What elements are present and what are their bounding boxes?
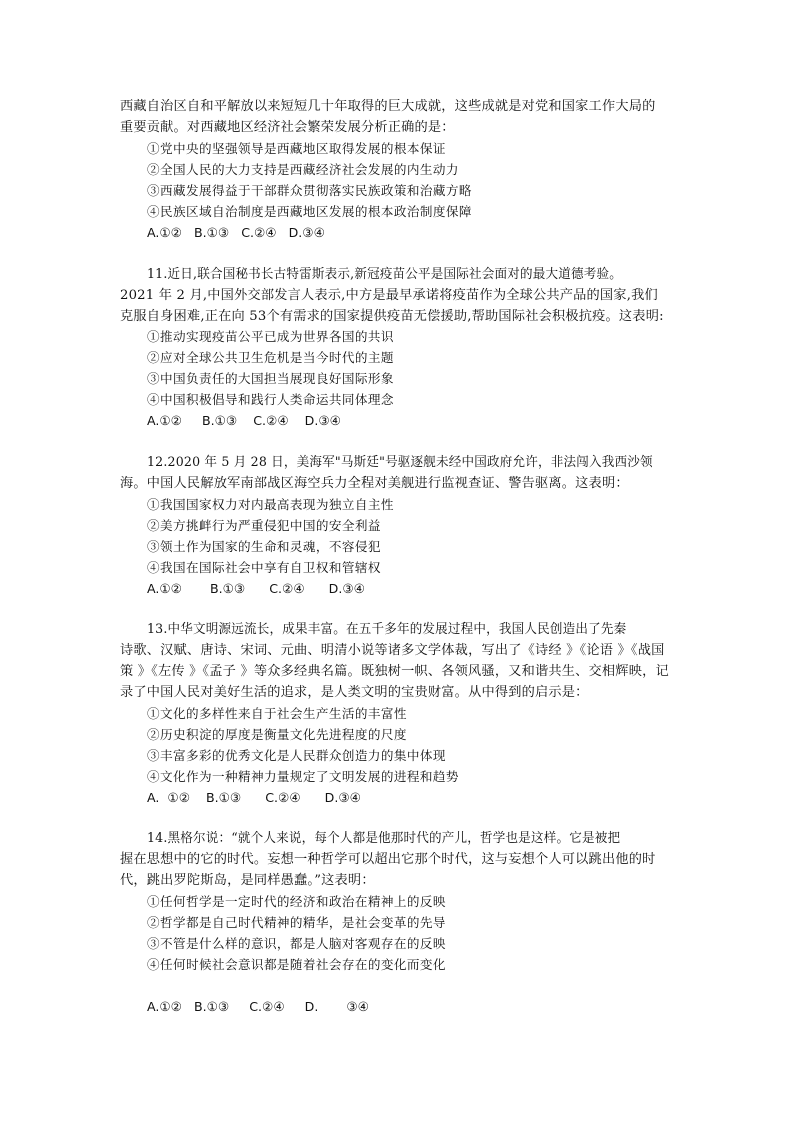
- question-14-stem-line-1: 14.黑格尔说：“就个人来说，每个人都是他那时代的产儿，哲学也是这样。它是被把: [147, 831, 621, 846]
- question-10-answer-choices: A.①② B.①③ C.②④ D.③④: [147, 225, 325, 240]
- question-12-option-2: ②美方挑衅行为严重侵犯中国的安全利益: [147, 518, 381, 533]
- question-11-option-2: ②应对全球公共卫生危机是当今时代的主题: [147, 350, 394, 365]
- question-13-stem-line-2: 诗歌、汉赋、唐诗、宋词、元曲、明清小说等诸多文学体裁，写出了《诗经 》《论语 》《战国: [120, 643, 665, 658]
- question-10-option-2: ②全国人民的大力支持是西藏经济社会发展的内生动力: [147, 162, 459, 177]
- question-14-stem-line-2: 握在思想中的它的时代。妄想一种哲学可以超出它那个时代，这与妄想个人可以跳出他的时: [120, 852, 656, 867]
- question-14-answer-choices: A.①② B.①③ C.②④ D. ③④: [147, 999, 369, 1014]
- question-12-option-4: ④我国在国际社会中享有自卫权和管辖权: [147, 560, 381, 575]
- question-11-option-1: ①推动实现疫苗公平已成为世界各国的共识: [147, 329, 394, 344]
- question-10-option-3: ③西藏发展得益于干部群众贯彻落实民族政策和治藏方略: [147, 183, 472, 198]
- question-10-stem-line-1: 西藏自治区自和平解放以来短短几十年取得的巨大成就，这些成就是对党和国家工作大局的: [120, 99, 656, 114]
- question-11-stem-line-2: 2021 年 2 月,中国外交部发言人表示,中方是最早承诺将疫苗作为全球公共产品的国家,我们: [120, 288, 658, 303]
- question-10-option-4: ④民族区域自治制度是西藏地区发展的根本政治制度保障: [147, 204, 472, 219]
- question-11-stem-line-1: 11.近日,联合国秘书长古特雷斯表示,新冠疫苗公平是国际社会面对的最大道德考验。: [147, 267, 622, 282]
- question-11-option-4: ④中国积极倡导和践行人类命运共同体理念: [147, 392, 394, 407]
- question-10-option-1: ①党中央的坚强领导是西藏地区取得发展的根本保证: [147, 141, 446, 156]
- question-13-option-2: ②历史积淀的厚度是衡量文化先进程度的尺度: [147, 727, 407, 742]
- question-12-option-1: ①我国国家权力对内最高表现为独立自主性: [147, 497, 394, 512]
- question-13-answer-choices: A. ①② B.①③ C.②④ D.③④: [147, 790, 361, 805]
- question-14-option-2: ②哲学都是自己时代精神的精华，是社会变革的先导: [147, 915, 446, 930]
- question-10-stem-line-2: 重要贡献。对西藏地区经济社会繁荣发展分析正确的是：: [120, 120, 455, 135]
- question-12-answer-choices: A.①② B.①③ C.②④ D.③④: [147, 581, 365, 596]
- question-13-stem-line-4: 录了中国人民对美好生活的追求，是人类文明的宝贵财富。从中得到的启示是：: [120, 685, 589, 700]
- question-13-stem-line-1: 13.中华文明源远流长，成果丰富。在五千多年的发展过程中，我国人民创造出了先秦: [147, 622, 627, 637]
- question-11-answer-choices: A.①② B.①③ C.②④ D.③④: [147, 413, 341, 428]
- question-14-option-1: ①任何哲学是一定时代的经济和政治在精神上的反映: [147, 894, 446, 909]
- question-14-option-4: ④任何时候社会意识都是随着社会存在的变化而变化: [147, 957, 446, 972]
- question-12-stem-line-2: 海。中国人民解放军南部战区海空兵力全程对美舰进行监视查证、警告驱离。这表明：: [120, 476, 629, 491]
- question-11-option-3: ③中国负责任的大国担当展现良好国际形象: [147, 371, 394, 386]
- question-11-stem-line-3: 克服自身困难,正在向 53个有需求的国家提供疫苗无偿援助,帮助国际社会积极抗疫。这表明:: [120, 309, 664, 324]
- question-13-option-3: ③丰富多彩的优秀文化是人民群众创造力的集中体现: [147, 748, 446, 763]
- question-13-option-1: ①文化的多样性来自于社会生产生活的丰富性: [147, 706, 407, 721]
- question-13-stem-line-3: 策 》《左传 》《孟子 》等众多经典名篇。既独树一帜、各领风骚，又和谐共生、交相辉映，记: [120, 664, 669, 679]
- question-13-option-4: ④文化作为一种精神力量规定了文明发展的进程和趋势: [147, 769, 459, 784]
- question-12-option-3: ③领土作为国家的生命和灵魂，不容侵犯: [147, 539, 381, 554]
- question-14-stem-line-3: 代，跳出罗陀斯岛，是同样愚蠢。”这表明：: [120, 873, 375, 888]
- question-12-stem-line-1: 12.2020 年 5 月 28 日，美海军"马斯廷"号驱逐舰未经中国政府允许，非法闯入我西沙领: [147, 455, 653, 470]
- question-14-option-3: ③不管是什么样的意识，都是人脑对客观存在的反映: [147, 936, 446, 951]
